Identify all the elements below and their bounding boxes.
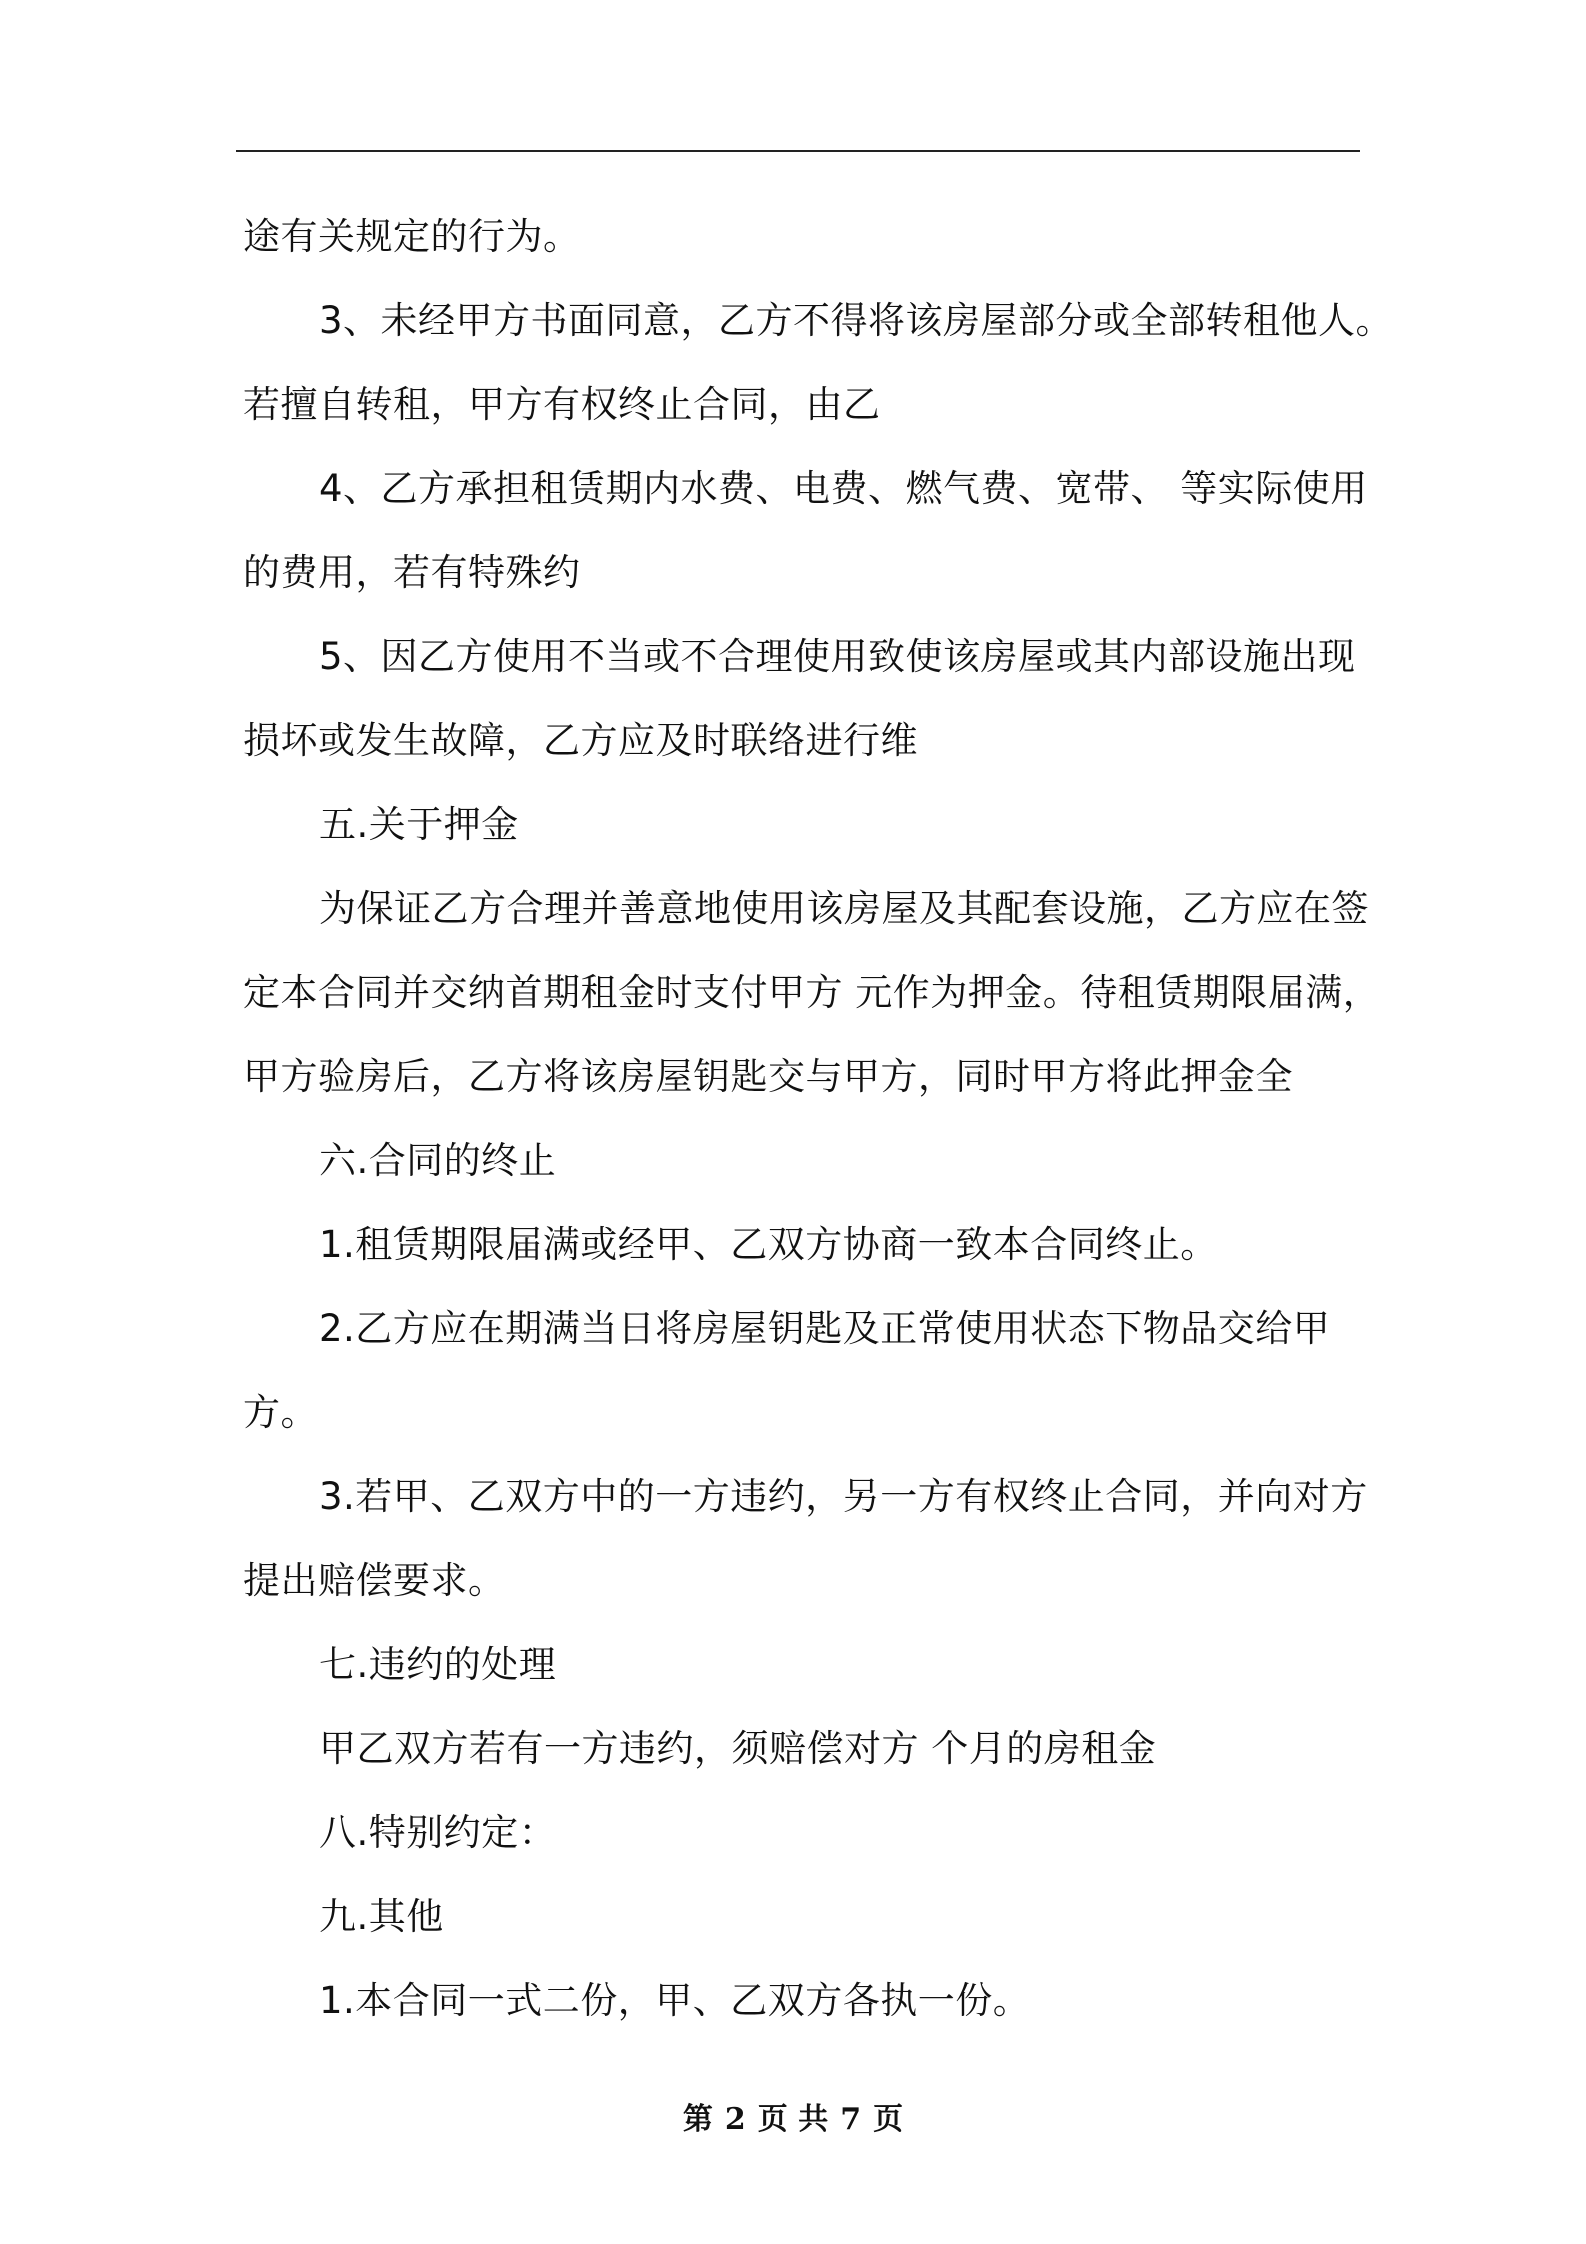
text-line: 提出赔偿要求。: [243, 1559, 506, 1602]
header-rule: [236, 150, 1360, 152]
text-line: 2.乙方应在期满当日将房屋钥匙及正常使用状态下物品交给甲: [319, 1307, 1331, 1350]
footer-suffix: 页: [873, 2102, 904, 2137]
text-line: 损坏或发生故障，乙方应及时联络进行维: [243, 719, 918, 762]
footer-mid: 页 共: [757, 2102, 829, 2137]
text-line: 3、未经甲方书面同意，乙方不得将该房屋部分或全部转租他人。: [319, 299, 1394, 342]
text-line: 定本合同并交纳首期租金时支付甲方 元作为押金。待租赁期限届满，: [243, 971, 1381, 1014]
total-pages-number: 7: [840, 2102, 862, 2137]
section-heading: 九.其他: [319, 1895, 444, 1938]
text-line: 方。: [243, 1391, 318, 1434]
text-line: 甲乙双方若有一方违约，须赔偿对方 个月的房租金: [319, 1727, 1157, 1770]
text-line: 1.本合同一式二份，甲、乙双方各执一份。: [319, 1979, 1031, 2022]
section-heading: 五.关于押金: [319, 803, 519, 846]
text-line: 若擅自转租，甲方有权终止合同，由乙: [243, 383, 881, 426]
document-body: [243, 195, 1394, 2043]
text-line: 的费用，若有特殊约: [243, 551, 581, 594]
text-line: 1.租赁期限届满或经甲、乙双方协商一致本合同终止。: [319, 1223, 1218, 1266]
current-page-number: 2: [724, 2102, 746, 2137]
section-heading: 七.违约的处理: [319, 1643, 557, 1686]
footer-prefix: 第: [682, 2102, 713, 2137]
text-line: 为保证乙方合理并善意地使用该房屋及其配套设施，乙方应在签: [319, 887, 1369, 930]
text-line: 途有关规定的行为。: [243, 215, 581, 258]
text-line: 甲方验房后，乙方将该房屋钥匙交与甲方，同时甲方将此押金全: [243, 1055, 1293, 1098]
page-footer: [0, 2100, 1586, 2140]
text-line: 3.若甲、乙双方中的一方违约，另一方有权终止合同，并向对方: [319, 1475, 1368, 1518]
text-line: 5、因乙方使用不当或不合理使用致使该房屋或其内部设施出现: [319, 635, 1356, 678]
text-line: 4、乙方承担租赁期内水费、电费、燃气费、宽带、 等实际使用: [319, 467, 1368, 510]
section-heading: 六.合同的终止: [319, 1139, 557, 1182]
section-heading: 八.特别约定：: [319, 1811, 557, 1854]
